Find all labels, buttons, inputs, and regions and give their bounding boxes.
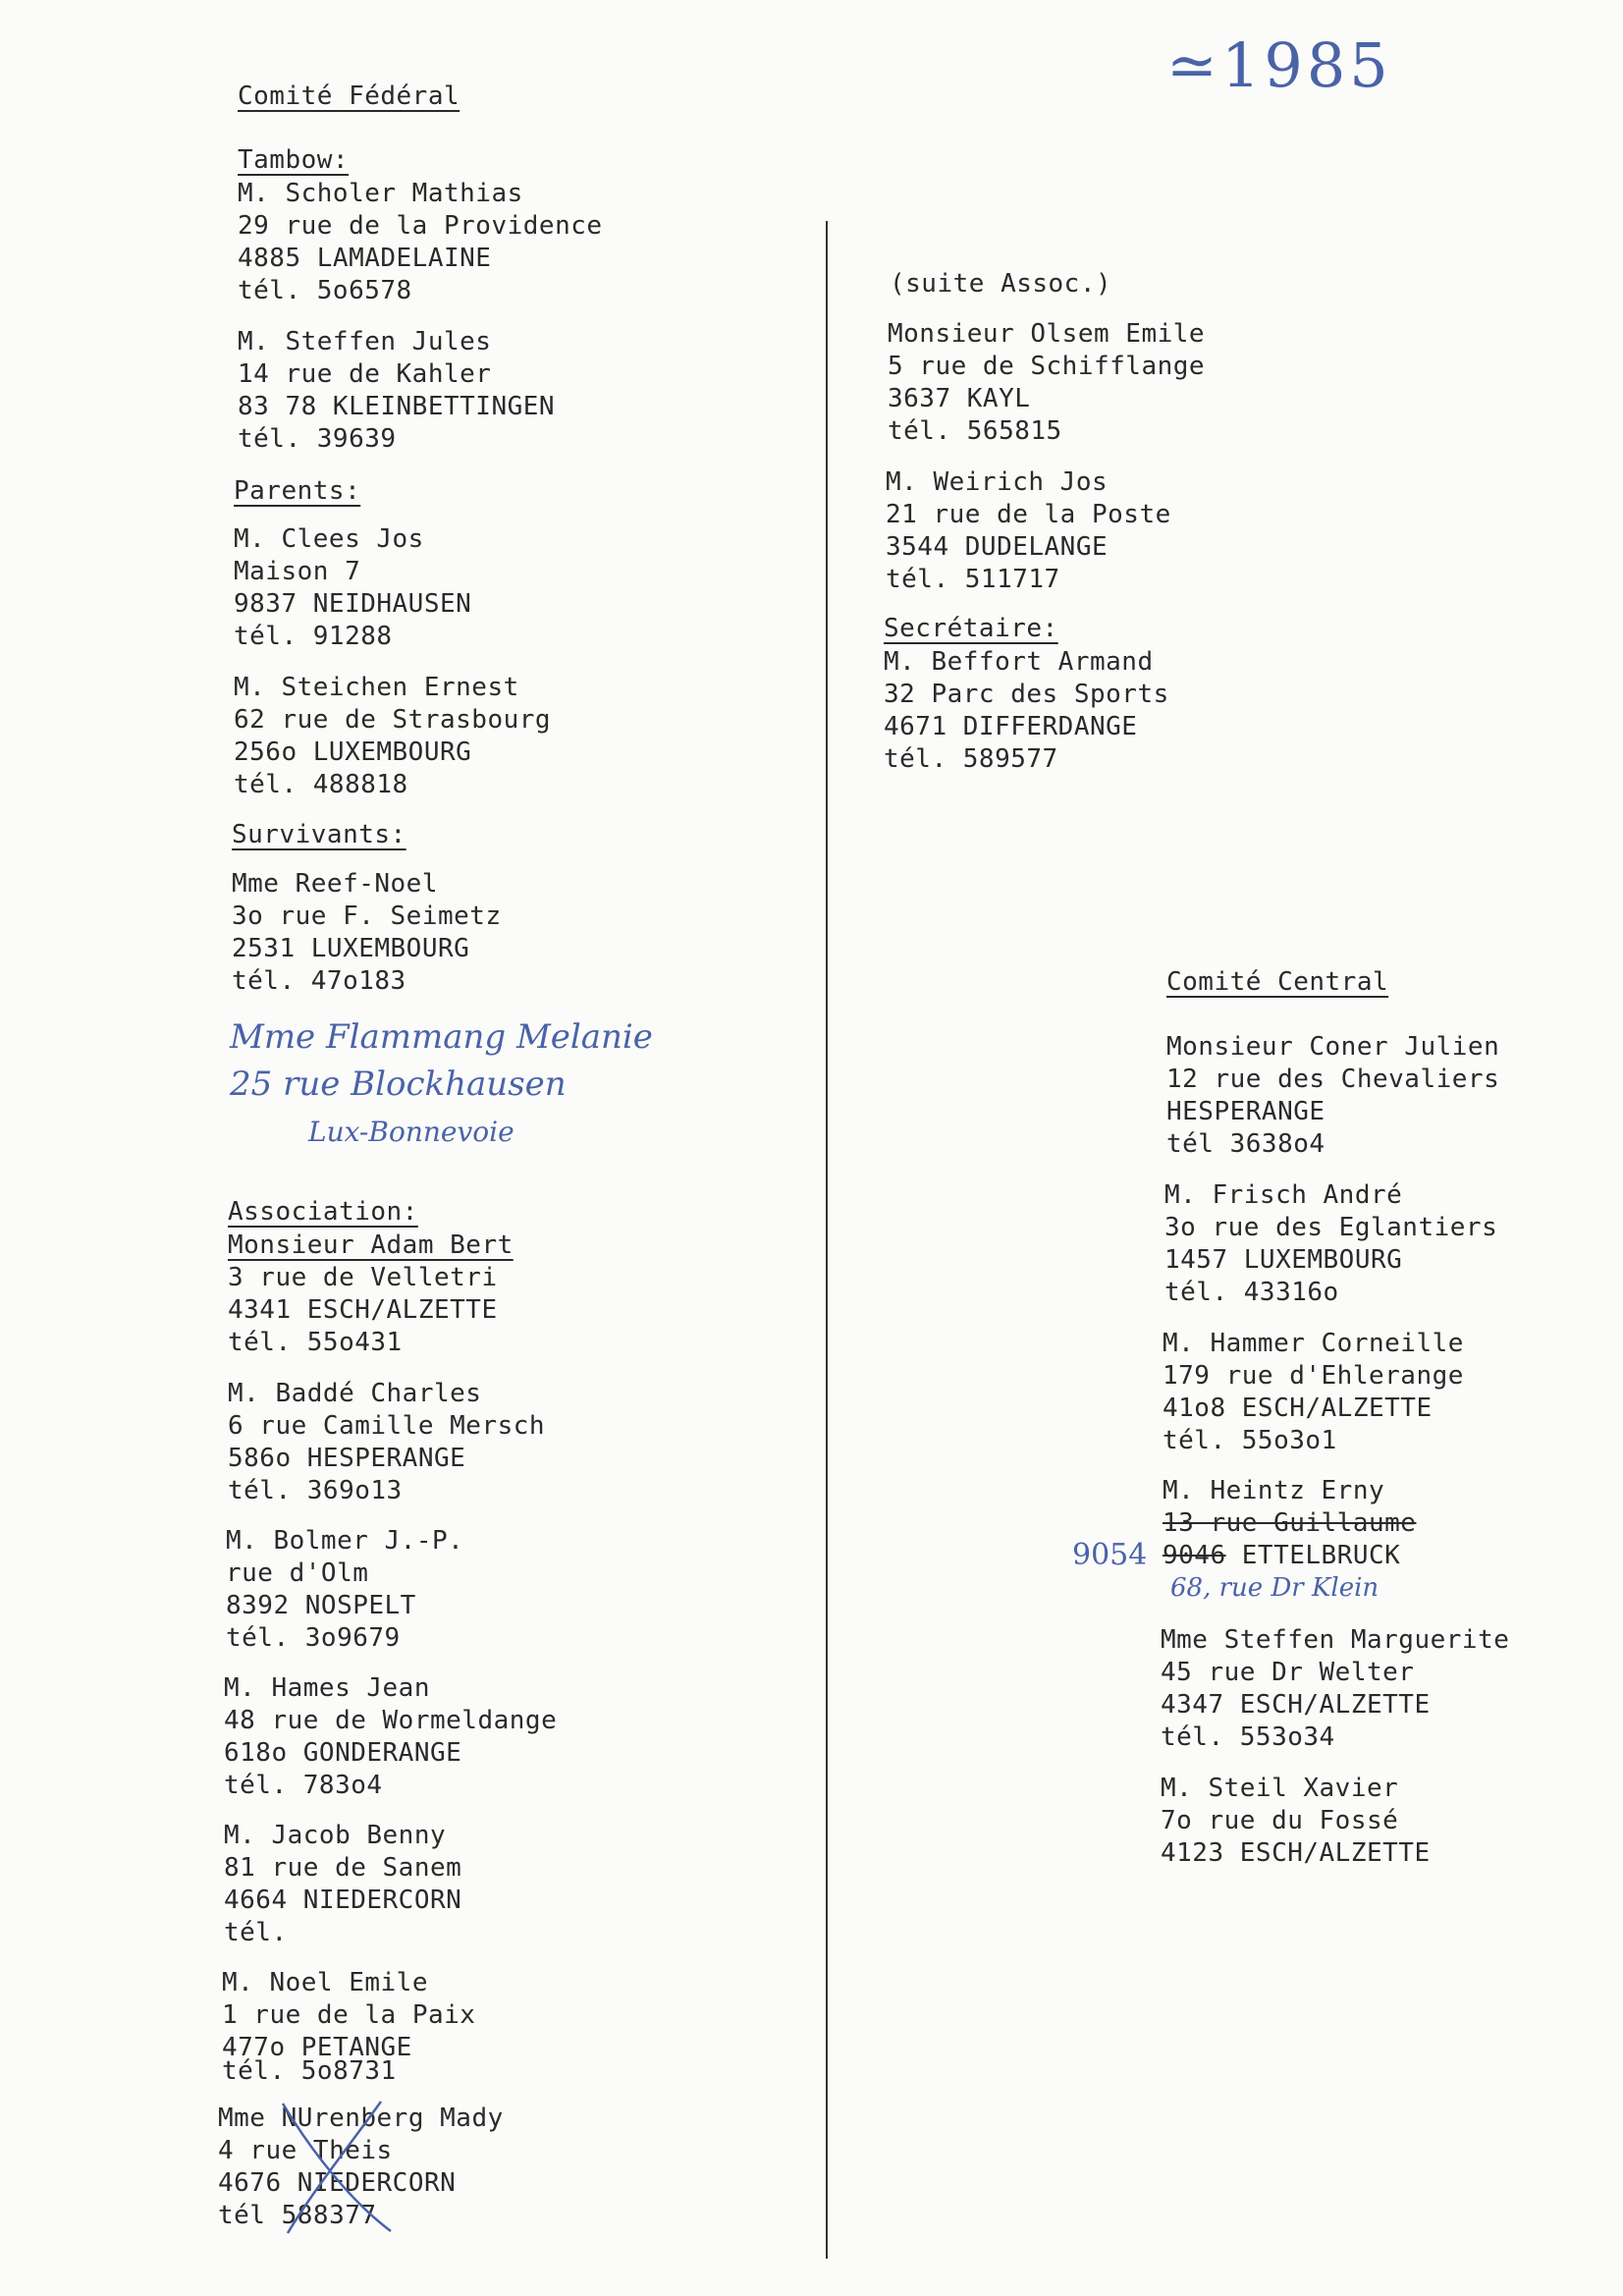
address-line: 14 rue de Kahler	[238, 359, 492, 389]
address-line: 29 rue de la Providence	[238, 211, 603, 241]
section-heading-tambow: Tambow:	[238, 145, 350, 175]
section-heading-parents: Parents:	[234, 476, 361, 506]
contact-name: M. Clees Jos	[234, 524, 424, 554]
contact-name: Monsieur Coner Julien	[1166, 1032, 1500, 1062]
address-line: 7o rue du Fossé	[1161, 1806, 1399, 1835]
address-line: 3637 KAYL	[888, 384, 1031, 413]
contact-name: M. Bolmer J.-P.	[226, 1526, 464, 1556]
contact-name: Monsieur Adam Bert	[228, 1230, 514, 1260]
address-line: 4676 NIEDERCORN	[218, 2168, 457, 2198]
contact-name: M. Baddé Charles	[228, 1379, 482, 1408]
contact-name: Monsieur Olsem Emile	[888, 319, 1206, 349]
address-line: HESPERANGE	[1166, 1097, 1325, 1126]
phone-line: tél. 55o431	[228, 1328, 403, 1357]
city-name: ETTELBRUCK	[1225, 1541, 1401, 1570]
contact-name: M. Weirich Jos	[886, 467, 1109, 497]
address-line: 3o rue des Eglantiers	[1164, 1213, 1498, 1242]
phone-line: tél. 3o9679	[226, 1623, 401, 1653]
phone-line: tél. 91288	[234, 622, 393, 651]
section-heading-secretaire: Secrétaire:	[884, 614, 1058, 643]
address-line: 45 rue Dr Welter	[1161, 1658, 1415, 1687]
phone-line: tél. 783o4	[224, 1771, 383, 1800]
struck-street: 13 rue Guillaume	[1163, 1508, 1417, 1538]
phone-line: tél. 553o34	[1161, 1722, 1335, 1752]
phone-line: tél. 43316o	[1164, 1278, 1339, 1307]
address-line: 81 rue de Sanem	[224, 1853, 462, 1883]
phone-line: tél 3638o4	[1166, 1129, 1325, 1159]
address-line: 41o8 ESCH/ALZETTE	[1163, 1394, 1433, 1423]
phone-line: tél. 511717	[886, 565, 1060, 594]
continuation-note: (suite Assoc.)	[890, 269, 1112, 299]
address-line: 256o LUXEMBOURG	[234, 738, 472, 767]
address-line: 21 rue de la Poste	[886, 500, 1171, 529]
address-line: 3544 DUDELANGE	[886, 532, 1109, 562]
handwritten-name: Mme Flammang Melanie	[230, 1017, 653, 1057]
phone-line: tél. 488818	[234, 770, 408, 799]
contact-name: Mme Steffen Marguerite	[1161, 1625, 1510, 1655]
address-line: 4671 DIFFERDANGE	[884, 712, 1138, 741]
handwritten-postcode: 9054	[1072, 1538, 1148, 1572]
address-line: 1 rue de la Paix	[222, 2000, 476, 2030]
address-line: rue d'Olm	[226, 1558, 369, 1588]
phone-line: tél.	[224, 1918, 288, 1947]
address-line: 1457 LUXEMBOURG	[1164, 1245, 1403, 1275]
address-line: 4664 NIEDERCORN	[224, 1886, 462, 1915]
address-line: 12 rue des Chevaliers	[1166, 1065, 1500, 1094]
address-line: 9837 NEIDHAUSEN	[234, 589, 472, 619]
address-line: 586o HESPERANGE	[228, 1444, 466, 1473]
struck-postcode: 9046	[1163, 1541, 1226, 1570]
phone-line: tél. 39639	[238, 424, 397, 454]
address-line: 48 rue de Wormeldange	[224, 1706, 558, 1735]
cross-out-mark	[273, 2094, 401, 2241]
phone-line: tél. 565815	[888, 416, 1062, 446]
address-line: 4 rue Theis	[218, 2136, 393, 2165]
address-line: 32 Parc des Sports	[884, 680, 1169, 709]
address-line: 8392 NOSPELT	[226, 1591, 416, 1620]
section-heading-association: Association:	[228, 1197, 418, 1227]
contact-name: M. Steil Xavier	[1161, 1774, 1399, 1803]
contact-name: M. Heintz Erny	[1163, 1476, 1385, 1505]
contact-name: M. Hammer Corneille	[1163, 1329, 1464, 1358]
contact-name: M. Jacob Benny	[224, 1821, 447, 1850]
contact-name: M. Steffen Jules	[238, 327, 492, 356]
phone-line: tél. 5o8731	[222, 2056, 397, 2086]
phone-line: tél. 589577	[884, 744, 1058, 774]
address-line: Maison 7	[234, 557, 361, 586]
address-line: 3o rue F. Seimetz	[232, 902, 502, 931]
phone-line: tél. 47o183	[232, 966, 406, 996]
contact-name: M. Steichen Ernest	[234, 673, 519, 702]
handwritten-year: ≃1985	[1166, 29, 1392, 101]
page-title: Comité Fédéral	[238, 82, 460, 111]
phone-line: tél. 5o6578	[238, 276, 412, 305]
section-heading-survivants: Survivants:	[232, 820, 406, 849]
address-line: 6 rue Camille Mersch	[228, 1411, 546, 1441]
column-divider	[826, 221, 828, 2259]
address-line	[1163, 1540, 1400, 1572]
handwritten-street: 68, rue Dr Klein	[1170, 1573, 1380, 1603]
contact-name: Mme Reef-Noel	[232, 869, 438, 899]
handwritten-street: 25 rue Blockhausen	[230, 1065, 567, 1104]
handwritten-city: Lux-Bonnevoie	[308, 1116, 514, 1148]
contact-name: Mme NUrenberg Mady	[218, 2104, 504, 2133]
address-line: 5 rue de Schifflange	[888, 352, 1206, 381]
contact-name: M. Noel Emile	[222, 1968, 428, 1997]
address-line: 4341 ESCH/ALZETTE	[228, 1295, 498, 1325]
contact-name: M. Hames Jean	[224, 1673, 430, 1703]
address-line: 83 78 KLEINBETTINGEN	[238, 392, 556, 421]
contact-name: M. Scholer Mathias	[238, 179, 523, 208]
address-line: 3 rue de Velletri	[228, 1263, 498, 1292]
address-line: 618o GONDERANGE	[224, 1738, 462, 1768]
address-line: 477o PETANGE	[222, 2033, 412, 2062]
contact-name: M. Beffort Armand	[884, 647, 1154, 677]
address-line: 62 rue de Strasbourg	[234, 705, 552, 735]
contact-name: M. Frisch André	[1164, 1180, 1403, 1210]
address-line: 179 rue d'Ehlerange	[1163, 1361, 1464, 1391]
address-line: 4347 ESCH/ALZETTE	[1161, 1690, 1431, 1720]
address-line: 4123 ESCH/ALZETTE	[1161, 1838, 1431, 1868]
phone-line: tél 588377	[218, 2201, 377, 2230]
address-line: 2531 LUXEMBOURG	[232, 934, 470, 963]
section-heading-central: Comité Central	[1166, 967, 1389, 997]
phone-line: tél. 369o13	[228, 1476, 403, 1505]
phone-line: tél. 55o3o1	[1163, 1426, 1337, 1455]
address-line: 4885 LAMADELAINE	[238, 244, 492, 273]
